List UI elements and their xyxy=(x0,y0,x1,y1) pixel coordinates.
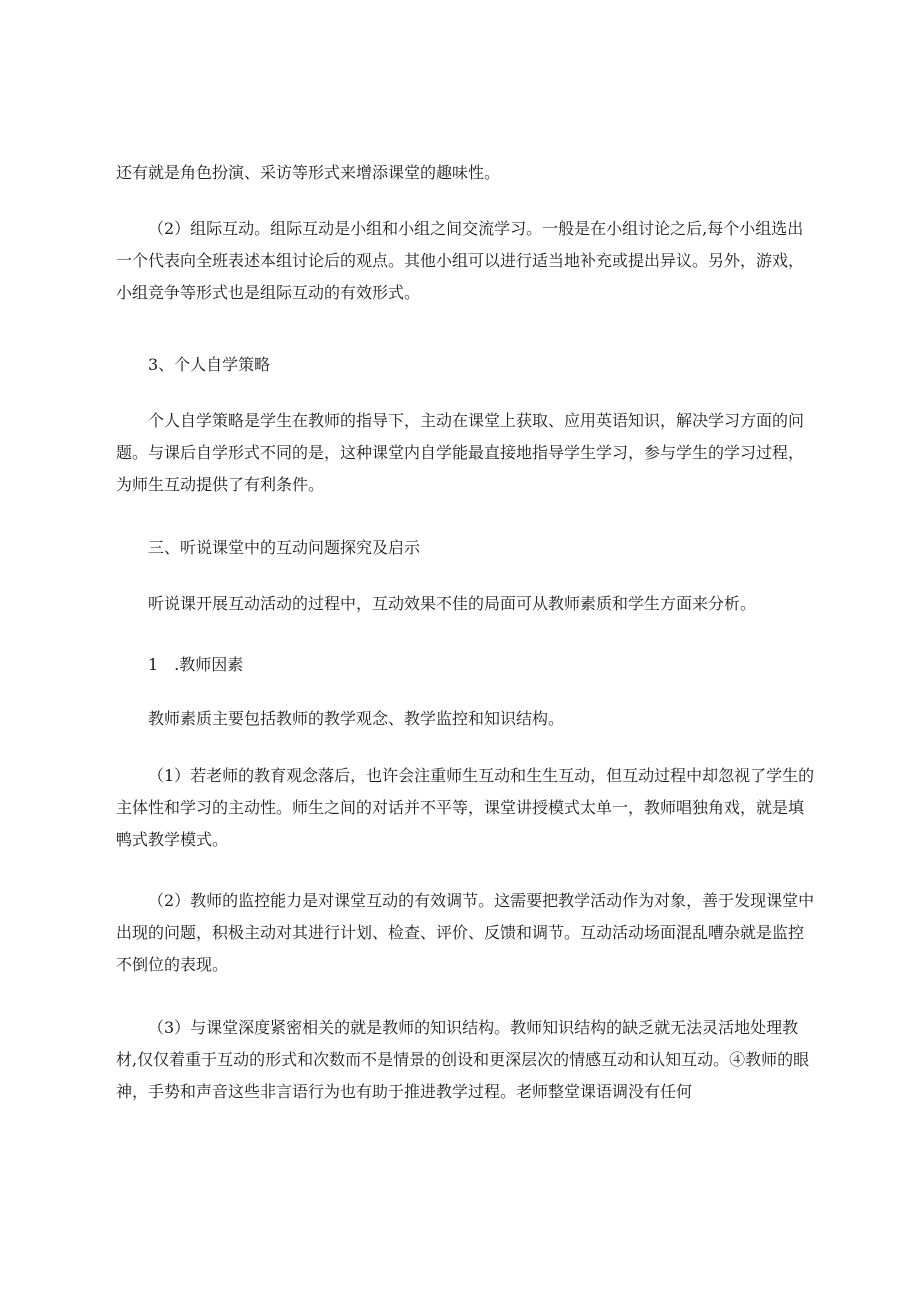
heading-self-study-strategy: 3、个人自学策略 xyxy=(148,355,271,374)
heading-teacher-factors: 1 .教师因素 xyxy=(148,655,244,674)
paragraph-intro-continuation: 还有就是角色扮演、采访等形式来增添课堂的趣味性。 xyxy=(116,163,501,182)
paragraph-teacher-quality: 教师素质主要包括教师的教学观念、教学监控和知识结构。 xyxy=(148,709,565,728)
paragraph-monitoring-ability: （2）教师的监控能力是对课堂互动的有效调节。这需要把教学活动作为对象，善于发现课堂中出现的问题，积极主动对其进行计划、检查、评价、反馈和调节。互动活动场面混乱嘈杂就是监控不倒位的表现。 xyxy=(116,891,815,974)
paragraph-teaching-concept: （1）若老师的教育观念落后，也许会注重师生互动和生生互动，但互动过程中却忽视了学生的主体性和学习的主动性。师生之间的对话并不平等，课堂讲授模式太单一，教师唱独角戏，就是填鸭式教学模式。 xyxy=(116,766,815,849)
heading-section-three: 三、听说课堂中的互动问题探究及启示 xyxy=(148,538,421,557)
paragraph-knowledge-structure: （3）与课堂深度紧密相关的就是教师的知识结构。教师知识结构的缺乏就无法灵活地处理教材,仅仅着重于互动的形式和次数而不是情景的创设和更深层次的情感互动和认知互动。④教师的眼神，手势和声音这些非言语行为也有助于推进教学过程。老师整堂课语调没有任何 xyxy=(116,1018,810,1101)
paragraph-section-three-intro: 听说课开展互动活动的过程中，互动效果不佳的局面可从教师素质和学生方面来分析。 xyxy=(148,594,757,613)
paragraph-inter-group-interaction: （2）组际互动。组际互动是小组和小组之间交流学习。一般是在小组讨论之后,每个小组选出一个代表向全班表述本组讨论后的观点。其他小组可以进行适当地补充或提出异议。另外，游戏，小组竞争等形式也是组际互动的有效形式。 xyxy=(116,219,805,302)
paragraph-self-study-strategy: 个人自学策略是学生在教师的指导下，主动在课堂上获取、应用英语知识，解决学习方面的问题。与课后自学形式不同的是，这种课堂内自学能最直接地指导学生学习，参与学生的学习过程，为师生互动提供了有利条件。 xyxy=(116,411,805,494)
